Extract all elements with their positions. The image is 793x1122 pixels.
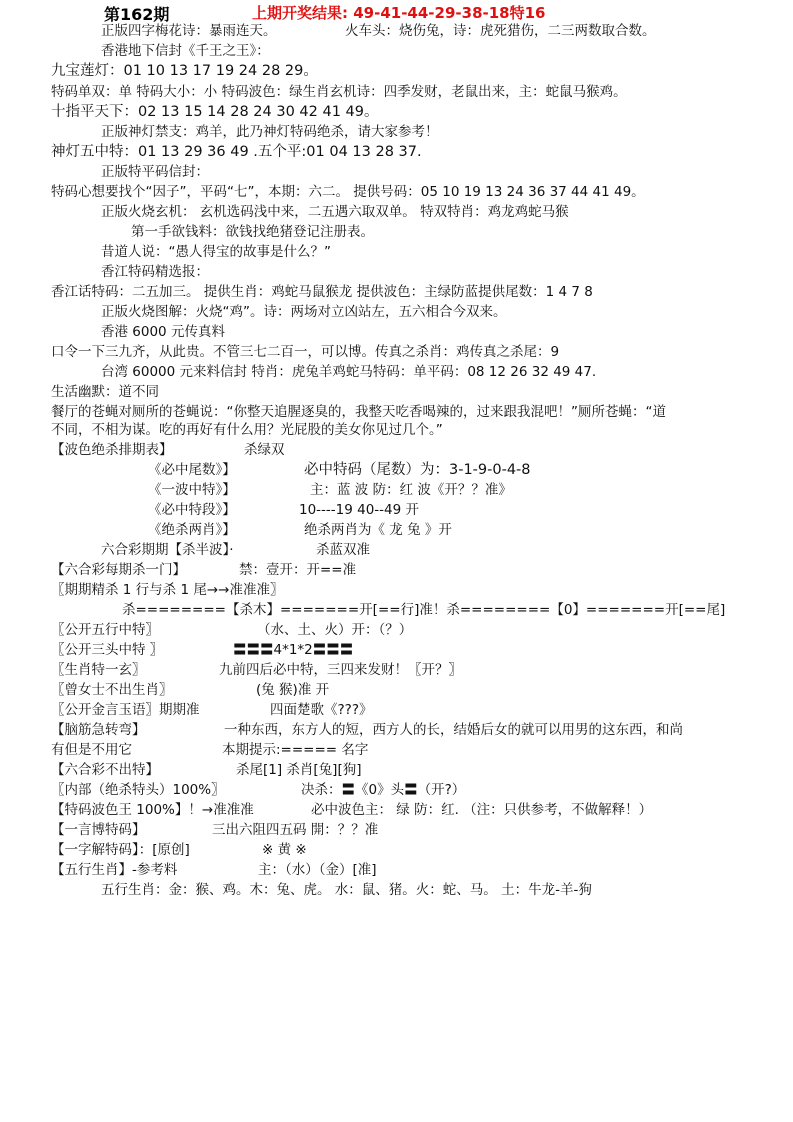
text-line: 昔道人说：“愚人得宝的故事是什么？” [101, 244, 331, 260]
text-line: 《绝杀两肖》】 [148, 522, 236, 538]
text-line: 必中波色主： 绿 防：红. （注：只供参考，不做解释！） [311, 802, 653, 818]
text-line: 正版火烧图解：火烧“鸡”。诗：两场对立凶站左，五六相合今双来。 [101, 304, 507, 320]
text-line: 【一字解特码】：[原创] [51, 842, 190, 858]
text-line: ※ 黄 ※ [262, 842, 307, 858]
text-line: 主：（水）（金）[准] [258, 862, 377, 878]
text-line: 【六合彩不出特】 [51, 762, 159, 778]
text-line: 第一手欲钱料：欲钱找绝猪登记注册表。 [131, 224, 374, 240]
text-line: 杀蓝双准 [316, 542, 370, 558]
text-line: 【六合彩每期杀一门】 [51, 562, 186, 578]
text-line: 特码心想要找个“因子”，平码“七”，本期：六二。 提供号码：05 10 19 13 24 36 37 44 41 49。 [51, 184, 645, 200]
text-line: 绝杀两肖为《 龙 兔 》开 [304, 522, 452, 538]
text-line: (兔 猴)准 开 [256, 682, 330, 698]
text-line: 〖期期精杀 1 行与杀 1 尾→→准准准〗 [51, 582, 284, 598]
text-line: 【五行生肖】-参考料 [51, 862, 178, 878]
text-line: 杀尾[1] 杀肖[兔][狗] [236, 762, 362, 778]
text-line: 《必中尾数》】 [148, 462, 236, 478]
text-line: 生活幽默：道不同 [51, 384, 159, 400]
text-line: 〓〓〓4*1*2〓〓〓 [233, 642, 354, 658]
text-line: 香江话特码：二五加三。 提供生肖：鸡蛇马鼠猴龙 提供波色：主绿防蓝提供尾数：1 4 7 8 [51, 284, 593, 300]
text-line: 【一言博特码】 [51, 822, 146, 838]
result-label: 上期开奖结果: [252, 4, 348, 22]
text-line: 正版四字梅花诗：暴雨连天。 [101, 23, 277, 39]
text-line: 决杀：〓《0》头〓（开?） [301, 782, 466, 798]
text-line: 口令一下三九齐，从此贵。不管三七二百一，可以博。传真之杀肖：鸡传真之杀尾：9 [51, 344, 560, 360]
text-line: 〖曾女士不出生肖〗 [51, 682, 173, 698]
text-line: 《一波中特》】 [148, 482, 236, 498]
text-line: 九前四后必中特，三四来发财！〖开？〗 [219, 662, 462, 678]
text-line: 必中特码（尾数）为：3-1-9-0-4-8 [304, 462, 531, 478]
text-line: 香港地下信封《千王之王》： [101, 43, 270, 59]
text-line: 六合彩期期【杀半波】· [101, 542, 234, 558]
issue-title: 第162期 [104, 5, 170, 24]
text-line: 正版特平码信封： [101, 164, 209, 180]
text-line: 《必中特段》】 [148, 502, 236, 518]
text-line: 〖公开金言玉语〗期期准 [51, 702, 200, 718]
text-line: 10----19 40--49 开 [299, 502, 420, 518]
text-line: 三出六阻四五码 開：？？准 [212, 822, 379, 838]
text-line: 十指平天下：02 13 15 14 28 24 30 42 41 49。 [51, 104, 379, 120]
text-line: 正版火烧玄机： 玄机选码浅中来，二五遇六取双单。 特双特肖：鸡龙鸡蛇马猴 [101, 204, 569, 220]
text-line: 九宝莲灯：01 10 13 17 19 24 28 29。 [51, 63, 318, 79]
text-line: 香港 6000 元传真料 [101, 324, 225, 340]
text-line: （水、土、火）开：（？） [257, 622, 413, 638]
text-line: 本期提示:===== 名字 [222, 742, 369, 758]
text-line: 火车头：烧伤兔，诗：虎死猎伤，二三两数取合数。 [345, 23, 656, 39]
text-line: 五行生肖：金：猴、鸡。木：兔、虎。 水：鼠、猪。火：蛇、马。 土：牛龙-羊-狗 [101, 882, 592, 898]
text-line: 神灯五中特：01 13 29 36 49 .五个平:01 04 13 28 37. [51, 144, 422, 160]
text-line: 不同，不相为谋。吃的再好有什么用？光屁股的美女你见过几个。” [51, 422, 443, 438]
text-line: 〖内部（绝杀特头）100%〗 [51, 782, 225, 798]
text-line: 【波色绝杀排期表】 [51, 442, 173, 458]
text-line: 〖生肖特一玄〗 [51, 662, 146, 678]
text-line: 香江特码精选报： [101, 264, 209, 280]
text-line: 四面楚歌《???》 [270, 702, 373, 718]
result-numbers: 49-41-44-29-38-18特16 [353, 4, 546, 22]
text-line: 特码单双：单 特码大小：小 特码波色：绿生肖玄机诗：四季发财，老鼠出来，主：蛇鼠马猴鸡。 [51, 84, 627, 100]
text-line: 有但是不用它 [51, 742, 132, 758]
text-line: 餐厅的苍蝇对厕所的苍蝇说：“你整天追腥逐臭的，我整天吃香喝辣的，过来跟我混吧！”厕所苍蝇：“道 [51, 404, 666, 420]
last-result [252, 2, 545, 23]
text-line: 【特码波色王 100%】！→准准准 [51, 802, 254, 818]
text-line: 〖公开三头中特 〗 [51, 642, 164, 658]
text-line: 杀========【杀木】=======开[==行]准！杀========【0】=======开[==尾] [122, 602, 726, 618]
text-line: 【脑筋急转弯】 [51, 722, 146, 738]
text-line: 正版神灯禁支：鸡羊，此乃神灯特码绝杀，请大家参考！ [101, 124, 439, 140]
text-line: 禁：壹开：开==准 [239, 562, 357, 578]
text-line: 主：蓝 波 防：红 波《开？？准》 [310, 482, 512, 498]
text-line: 杀绿双 [244, 442, 285, 458]
text-line: 台湾 60000 元来料信封 特肖：虎兔羊鸡蛇马特码：单平码：08 12 26 32 49 47. [101, 364, 597, 380]
text-line: 一种东西，东方人的短，西方人的长，结婚后女的就可以用男的这东西，和尚 [224, 722, 683, 738]
text-line: 〖公开五行中特〗 [51, 622, 159, 638]
